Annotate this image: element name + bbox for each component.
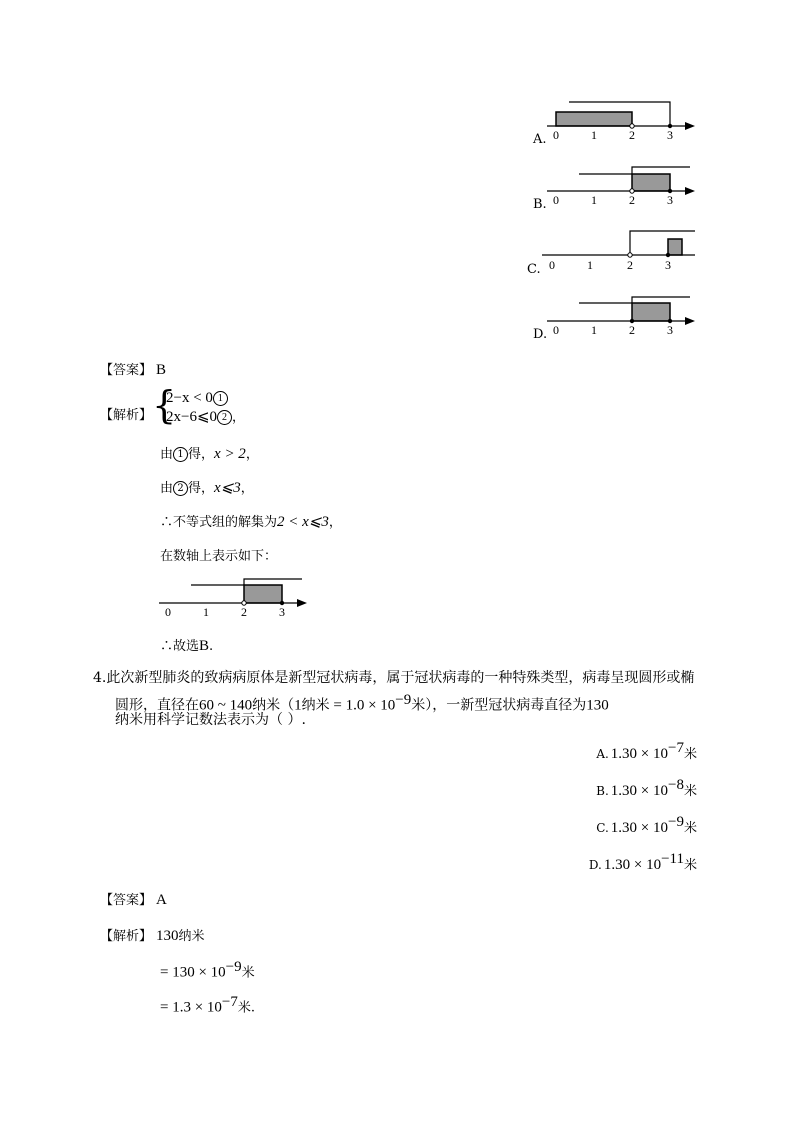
tick-label-3: 3 — [667, 193, 673, 207]
tick-label-3: 3 — [667, 128, 673, 142]
analysis-1-tag: 【解析】 — [100, 408, 153, 423]
tick-label-2: 2 — [629, 323, 635, 337]
answer-value: A — [156, 892, 167, 908]
bracket-line — [579, 297, 690, 303]
analysis-2-line-1: 【解析】 130纳米 — [100, 928, 205, 944]
question-4-line-1: 4.此次新型肺炎的致病病原体是新型冠状病毒，属于冠状病毒的一种特殊类型，病毒呈现圆形或椭 — [93, 670, 695, 686]
analysis-2-line-2: = $130 \times 10^{-9}$米 — [160, 959, 255, 981]
tick-label-3: 3 — [665, 258, 671, 271]
question-4-line-3: 纳米用科学记数法表示为（ ）. — [115, 712, 306, 728]
system-line-2: 2x−6⩽0 2 ， — [166, 409, 246, 425]
option-d-number-line[interactable] — [545, 295, 705, 337]
analysis-step-2: 由 2 得，x⩽3， — [160, 480, 254, 496]
shaded-region — [632, 174, 670, 191]
shaded-region — [556, 112, 632, 126]
bracket-line — [579, 167, 690, 174]
bracket-line — [630, 231, 695, 255]
tick-label-0: 0 — [553, 128, 559, 142]
solution-number-line — [157, 577, 317, 619]
answer-2 — [100, 889, 167, 909]
shaded-region — [632, 303, 670, 321]
tick-label-1: 1 — [591, 128, 597, 142]
option-a-label[interactable]: A. — [533, 132, 547, 147]
tick-label-2: 2 — [241, 605, 247, 619]
answer-tag: 【答案】 — [100, 363, 153, 378]
analysis-step-5: ∴故选B. — [160, 638, 214, 654]
axis-arrow — [297, 599, 307, 607]
option-c-number-line[interactable] — [540, 229, 700, 271]
analysis-step-1: 由 1 得，x > 2， — [160, 446, 259, 462]
tick-label-2: 2 — [629, 128, 635, 142]
system-line-1: 2−x < 0 1 — [166, 390, 228, 407]
shaded-region — [244, 585, 282, 603]
option-d-label[interactable]: D. — [533, 327, 548, 342]
q4-option-d[interactable]: D. $1.30 \times 10^{-11}$米 — [588, 851, 697, 873]
q4-option-a[interactable]: A. $1.30 \times 10^{-7}$米 — [596, 740, 697, 762]
bracket-line — [191, 579, 302, 585]
shaded-region — [668, 239, 682, 255]
tick-label-0: 0 — [553, 323, 559, 337]
answer-1 — [100, 359, 166, 379]
tick-label-1: 1 — [591, 323, 597, 337]
axis-arrow — [685, 317, 695, 325]
tick-label-2: 2 — [627, 258, 633, 271]
question-4-line-2: 圆形，直径在60 ~ 140纳米（1纳米 = $1.0 \times 10^{-9}$米），一新型冠状病毒直径为130 — [115, 692, 609, 714]
tick-label-0: 0 — [165, 605, 171, 619]
answer-value: B — [156, 362, 167, 378]
system-brace: { — [152, 383, 177, 427]
endpoint-3 — [666, 253, 670, 257]
tick-label-0: 0 — [549, 258, 555, 271]
endpoint-2 — [628, 253, 632, 257]
option-a-number-line[interactable] — [545, 100, 705, 142]
tick-label-3: 3 — [667, 323, 673, 337]
q4-option-c[interactable]: C. $1.30 \times 10^{-9}$米 — [596, 814, 697, 836]
tick-label-1: 1 — [591, 193, 597, 207]
axis-arrow — [685, 187, 695, 195]
axis-arrow — [685, 122, 695, 130]
tick-label-1: 1 — [587, 258, 593, 271]
analysis-2-line-3: = $1.3 \times 10^{-7}$米. — [160, 994, 256, 1016]
analysis-step-4: 在数轴上表示如下： — [160, 549, 278, 564]
analysis-step-3: ∴不等式组的解集为2 < x⩽3， — [160, 514, 342, 530]
option-b-number-line[interactable] — [545, 165, 705, 207]
q4-option-b[interactable]: B. $1.30 \times 10^{-8}$米 — [596, 777, 697, 799]
tick-label-0: 0 — [553, 193, 559, 207]
answer-tag: 【答案】 — [100, 893, 153, 908]
tick-label-3: 3 — [279, 605, 285, 619]
tick-label-1: 1 — [203, 605, 209, 619]
option-b-label[interactable]: B. — [533, 197, 547, 212]
tick-label-2: 2 — [629, 193, 635, 207]
option-c-label[interactable]: C. — [527, 262, 541, 277]
